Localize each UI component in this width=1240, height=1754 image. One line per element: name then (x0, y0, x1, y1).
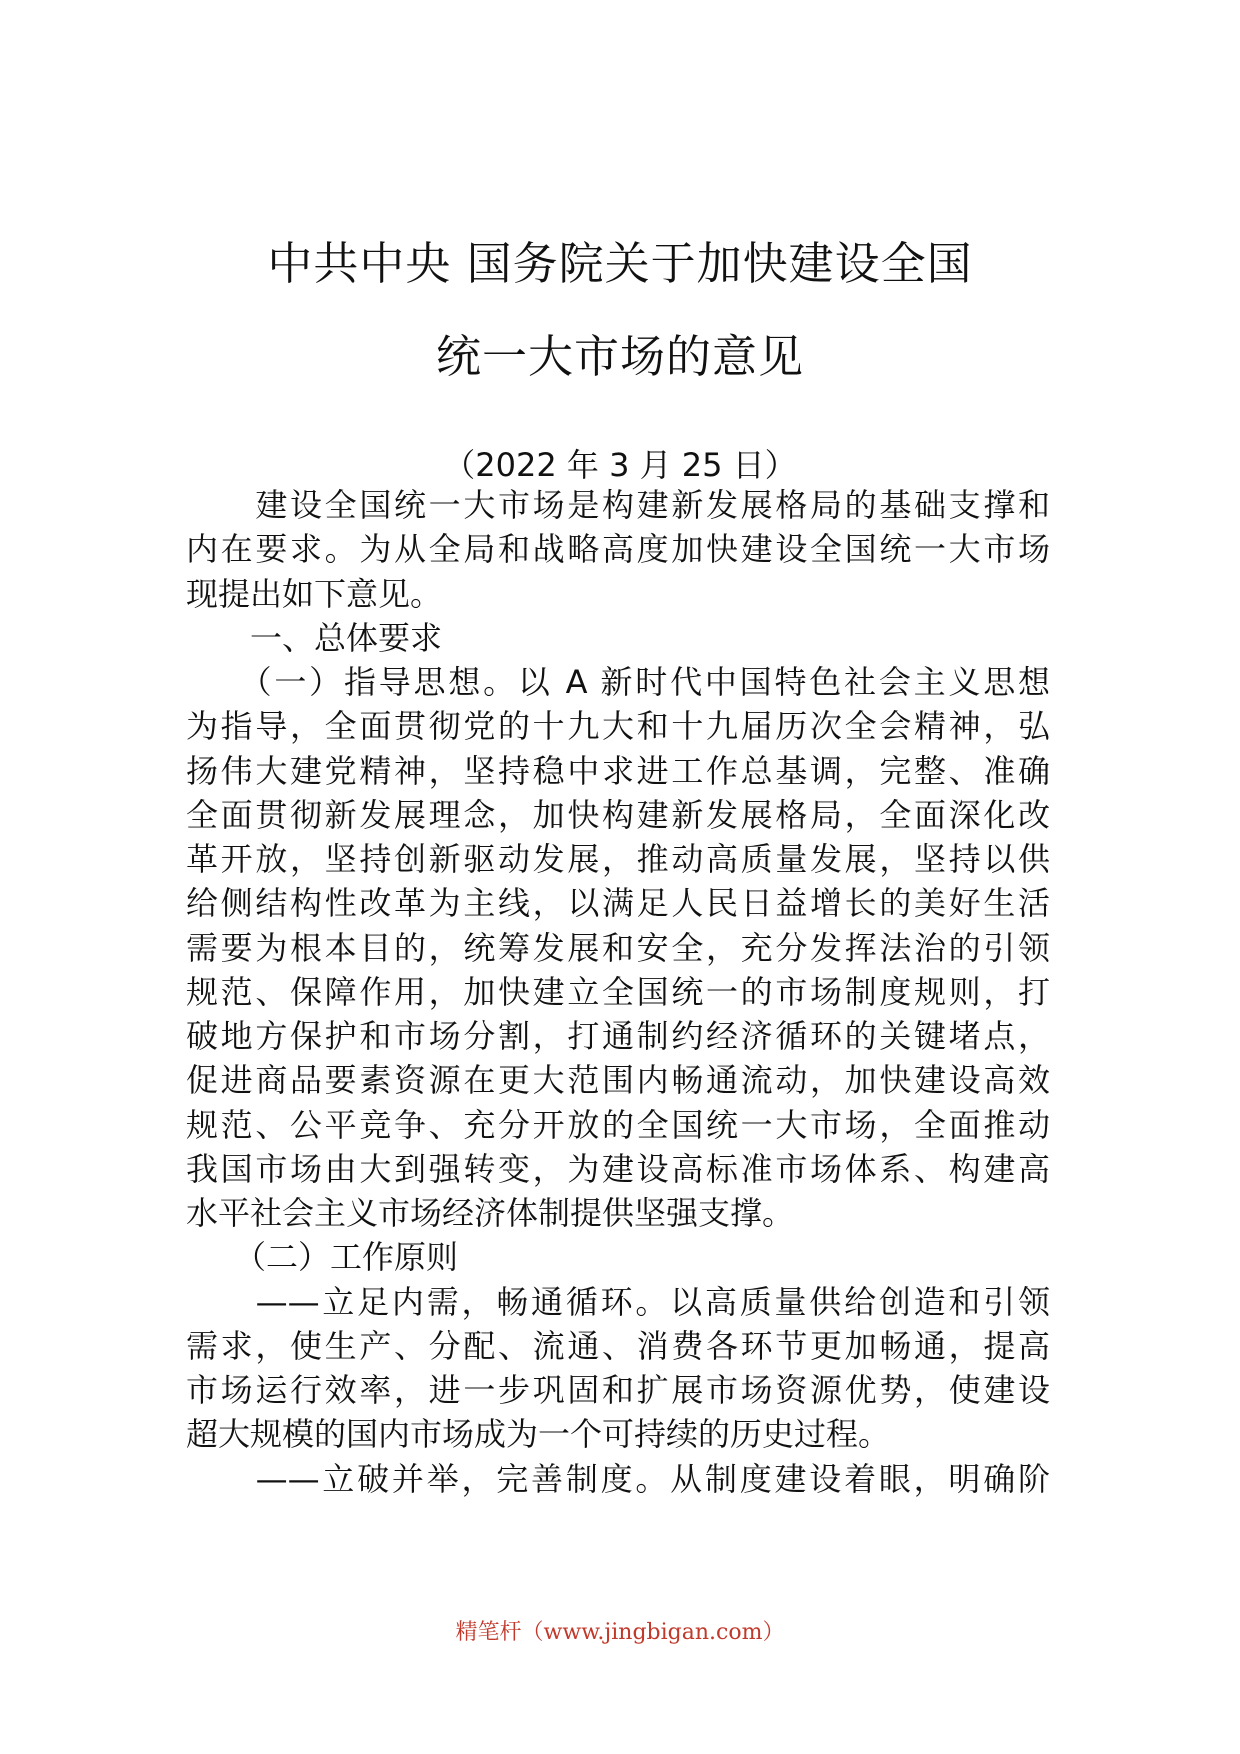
body-line: 市场运行效率，进一步巩固和扩展市场资源优势，使建设 (186, 1371, 1050, 1409)
body-line: 扬伟大建党精神，坚持稳中求进工作总基调，完整、准确 (186, 752, 1050, 790)
body-line: 为指导，全面贯彻党的十九大和十九届历次全会精神，弘 (186, 707, 1050, 745)
body-line: 全面贯彻新发展理念，加快构建新发展格局，全面深化改 (186, 796, 1050, 834)
body-line: （一）指导思想。以 A 新时代中国特色社会主义思想 (186, 663, 1050, 701)
body-line: 促进商品要素资源在更大范围内畅通流动，加快建设高效 (186, 1061, 1050, 1099)
body-line: ——立破并举，完善制度。从制度建设着眼，明确阶 (186, 1460, 1050, 1498)
body-line: 规范、保障作用，加快建立全国统一的市场制度规则，打 (186, 973, 1050, 1011)
document-title-line-1: 中共中央 国务院关于加快建设全国 (267, 237, 973, 290)
body-line: 需要为根本目的，统筹发展和安全，充分发挥法治的引领 (186, 929, 1050, 967)
section-heading: 一、总体要求 (186, 619, 443, 657)
body-line: 现提出如下意见。 (186, 575, 443, 613)
body-line: 给侧结构性改革为主线，以满足人民日益增长的美好生活 (186, 884, 1050, 922)
section-heading: （二）工作原则 (186, 1238, 459, 1276)
body-line: 规范、公平竞争、充分开放的全国统一大市场，全面推动 (186, 1106, 1050, 1144)
body-line: 建设全国统一大市场是构建新发展格局的基础支撑和 (186, 486, 1050, 524)
body-line: 内在要求。为从全局和战略高度加快建设全国统一大市场 (186, 530, 1050, 568)
body-line: 需求，使生产、分配、流通、消费各环节更加畅通，提高 (186, 1327, 1050, 1365)
document-title-line-2: 统一大市场的意见 (435, 330, 804, 383)
body-line: 超大规模的国内市场成为一个可持续的历史过程。 (186, 1415, 891, 1453)
body-line: 我国市场由大到强转变，为建设高标准市场体系、构建高 (186, 1150, 1050, 1188)
document-date: （2022 年 3 月 25 日） (443, 446, 797, 484)
footer-watermark-link[interactable]: 精笔杆（www.jingbigan.com） (455, 1620, 785, 1645)
body-line: 破地方保护和市场分割，打通制约经济循环的关键堵点， (186, 1017, 1050, 1055)
body-line: 水平社会主义市场经济体制提供坚强支撑。 (186, 1194, 795, 1232)
body-line: 革开放，坚持创新驱动发展，推动高质量发展，坚持以供 (186, 840, 1050, 878)
body-line: ——立足内需，畅通循环。以高质量供给创造和引领 (186, 1283, 1050, 1321)
